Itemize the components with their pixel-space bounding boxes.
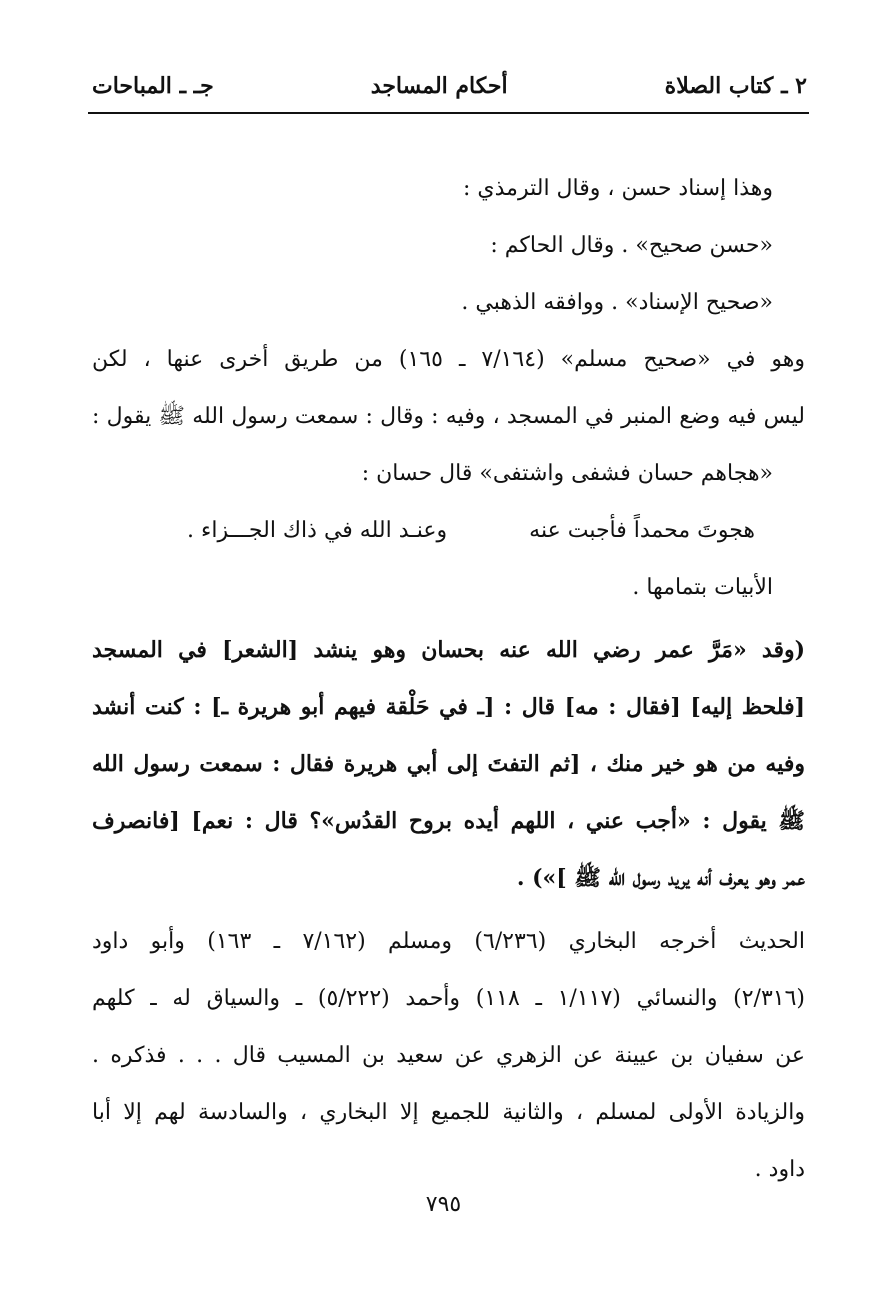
- text-line: ليس فيه وضع المنبر في المسجد ، وفيه : وقال : سمعت رسول الله ﷺ يقول :: [92, 404, 805, 429]
- hadith-line: وفيه من هو خير منك ، [ثم التفتَ إلى أبي هريرة فقال : سمعت رسول الله: [92, 751, 805, 777]
- text-line: وهذا إسناد حسن ، وقال الترمذي :: [463, 176, 773, 201]
- text-line: داود .: [754, 1157, 805, 1182]
- text-line: «حسن صحيح» . وقال الحاكم :: [490, 233, 773, 258]
- verse-first-hemistich: هجوتَ محمداً فأجبت عنه: [529, 518, 755, 543]
- hadith-line: عمر وهو يعرف أنه يريد رسول الله ﷺ ]») .: [516, 865, 805, 891]
- header-subsection: جـ ـ المباحات: [92, 73, 214, 99]
- text-line: «صحيح الإسناد» . ووافقه الذهبي .: [461, 290, 773, 315]
- header-chapter: ٢ ـ كتاب الصلاة: [664, 73, 807, 99]
- hadith-line: (وقد «مَرَّ عمر رضي الله عنه بحسان وهو ينشد [الشعر] في المسجد: [92, 637, 805, 663]
- text-line: (٢/٣١٦) والنسائي (١/١١٧ ـ ١١٨) وأحمد (٥/٢٢٢) ـ والسياق له ـ كلهم: [92, 986, 805, 1011]
- poem-verse: [92, 502, 805, 559]
- page-number: ٧٩٥: [425, 1192, 462, 1217]
- text-line: الأبيات بتمامها .: [632, 575, 773, 600]
- verse-second-hemistich: وعنـد الله في ذاك الجـــزاء .: [187, 518, 448, 543]
- text-line: عن سفيان بن عيينة عن الزهري عن سعيد بن المسيب قال . . . فذكره .: [92, 1043, 805, 1068]
- running-header: [92, 66, 807, 106]
- text-line: وهو في «صحيح مسلم» (٧/١٦٤ ـ ١٦٥) من طريق أخرى عنها ، لكن: [92, 347, 805, 372]
- hadith-line: [فلحظ إليه] [فقال : مه] قال : [ـ في حَلْقة فيهم أبو هريرة ـ] : كنت أنشد: [92, 694, 805, 720]
- header-divider: [88, 112, 809, 114]
- text-line: والزيادة الأولى لمسلم ، والثانية للجميع إلا البخاري ، والسادسة لهم إلا أبا: [92, 1100, 805, 1125]
- hadith-line: ﷺ يقول : «أجب عني ، اللهم أيده بروح القدُس»؟ قال : نعم] [فانصرف: [92, 808, 805, 834]
- page-body: [92, 160, 805, 1198]
- header-section: أحكام المساجد: [370, 73, 508, 99]
- text-line: الحديث أخرجه البخاري (٦/٢٣٦) ومسلم (٧/١٦٢ ـ ١٦٣) وأبو داود: [92, 929, 805, 954]
- text-line: «هجاهم حسان فشفى واشتفى» قال حسان :: [361, 461, 773, 486]
